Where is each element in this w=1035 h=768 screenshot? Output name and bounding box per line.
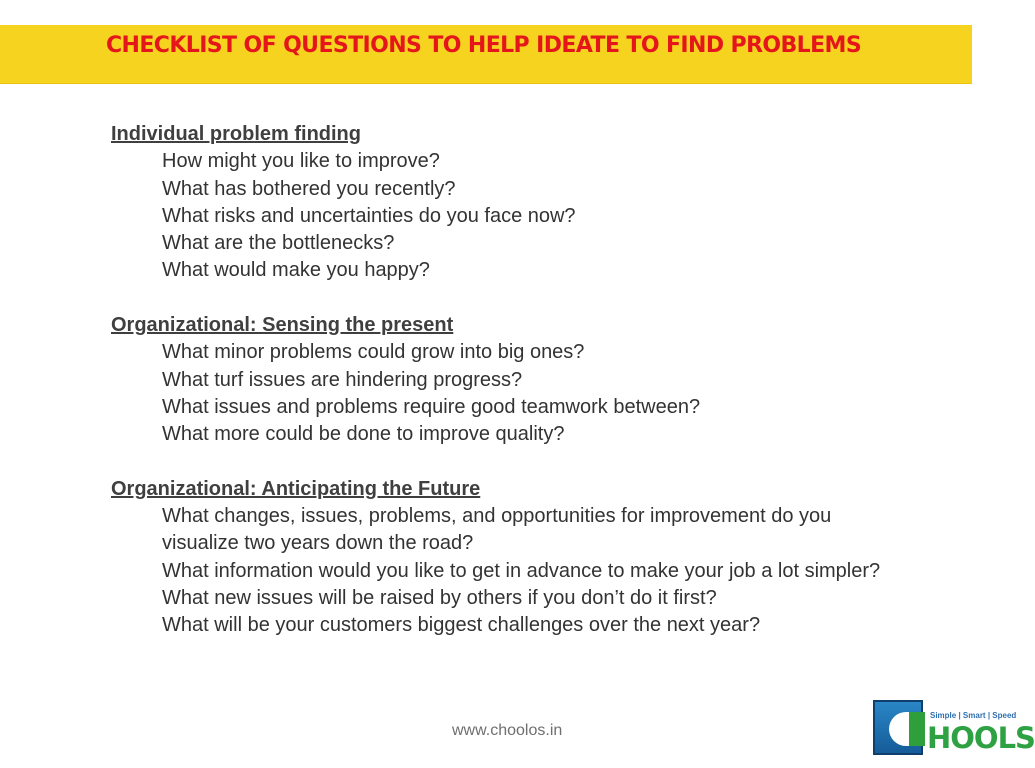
question-item: What risks and uncertainties do you face now? xyxy=(162,204,576,227)
question-item: What would make you happy? xyxy=(162,259,430,282)
question-item: What more could be done to improve quality? xyxy=(162,423,565,446)
footer-url[interactable]: www.choolos.in xyxy=(452,722,563,739)
checklist-content xyxy=(111,121,911,640)
question-item: What has bothered you recently? xyxy=(162,177,456,200)
section-anticipating-future xyxy=(111,476,911,640)
section-individual xyxy=(111,121,911,285)
question-item: What minor problems could grow into big ones? xyxy=(162,341,585,364)
question-item: What issues and problems require good teamwork between? xyxy=(162,395,701,418)
section-heading: Organizational: Sensing the present xyxy=(111,314,454,337)
section-heading: Individual problem finding xyxy=(111,123,361,145)
choolos-logo xyxy=(873,700,1035,755)
question-item: How might you like to improve? xyxy=(162,150,440,173)
logo-c-accent xyxy=(909,712,925,746)
page-title: CHECKLIST OF QUESTIONS TO HELP IDEATE TO FIND PROBLEMS xyxy=(106,33,862,58)
logo-word: HOOLS xyxy=(927,721,1035,755)
question-item: What will be your customers biggest challenges over the next year? xyxy=(162,614,761,637)
section-heading: Organizational: Anticipating the Future xyxy=(111,477,481,500)
question-item: What changes, issues, problems, and opportunities for improvement do you visualize two years down the road? xyxy=(162,505,832,555)
question-item: What information would you like to get in advance to make your job a lot simpler? xyxy=(162,559,881,582)
section-sensing-present xyxy=(111,312,911,448)
question-item: What turf issues are hindering progress? xyxy=(162,368,523,391)
logo-c-icon xyxy=(873,700,923,755)
logo-tagline: Simple | Smart | Speed xyxy=(930,711,1017,720)
question-item: What new issues will be raised by others if you don’t do it first? xyxy=(162,587,717,610)
question-item: What are the bottlenecks? xyxy=(162,232,395,255)
